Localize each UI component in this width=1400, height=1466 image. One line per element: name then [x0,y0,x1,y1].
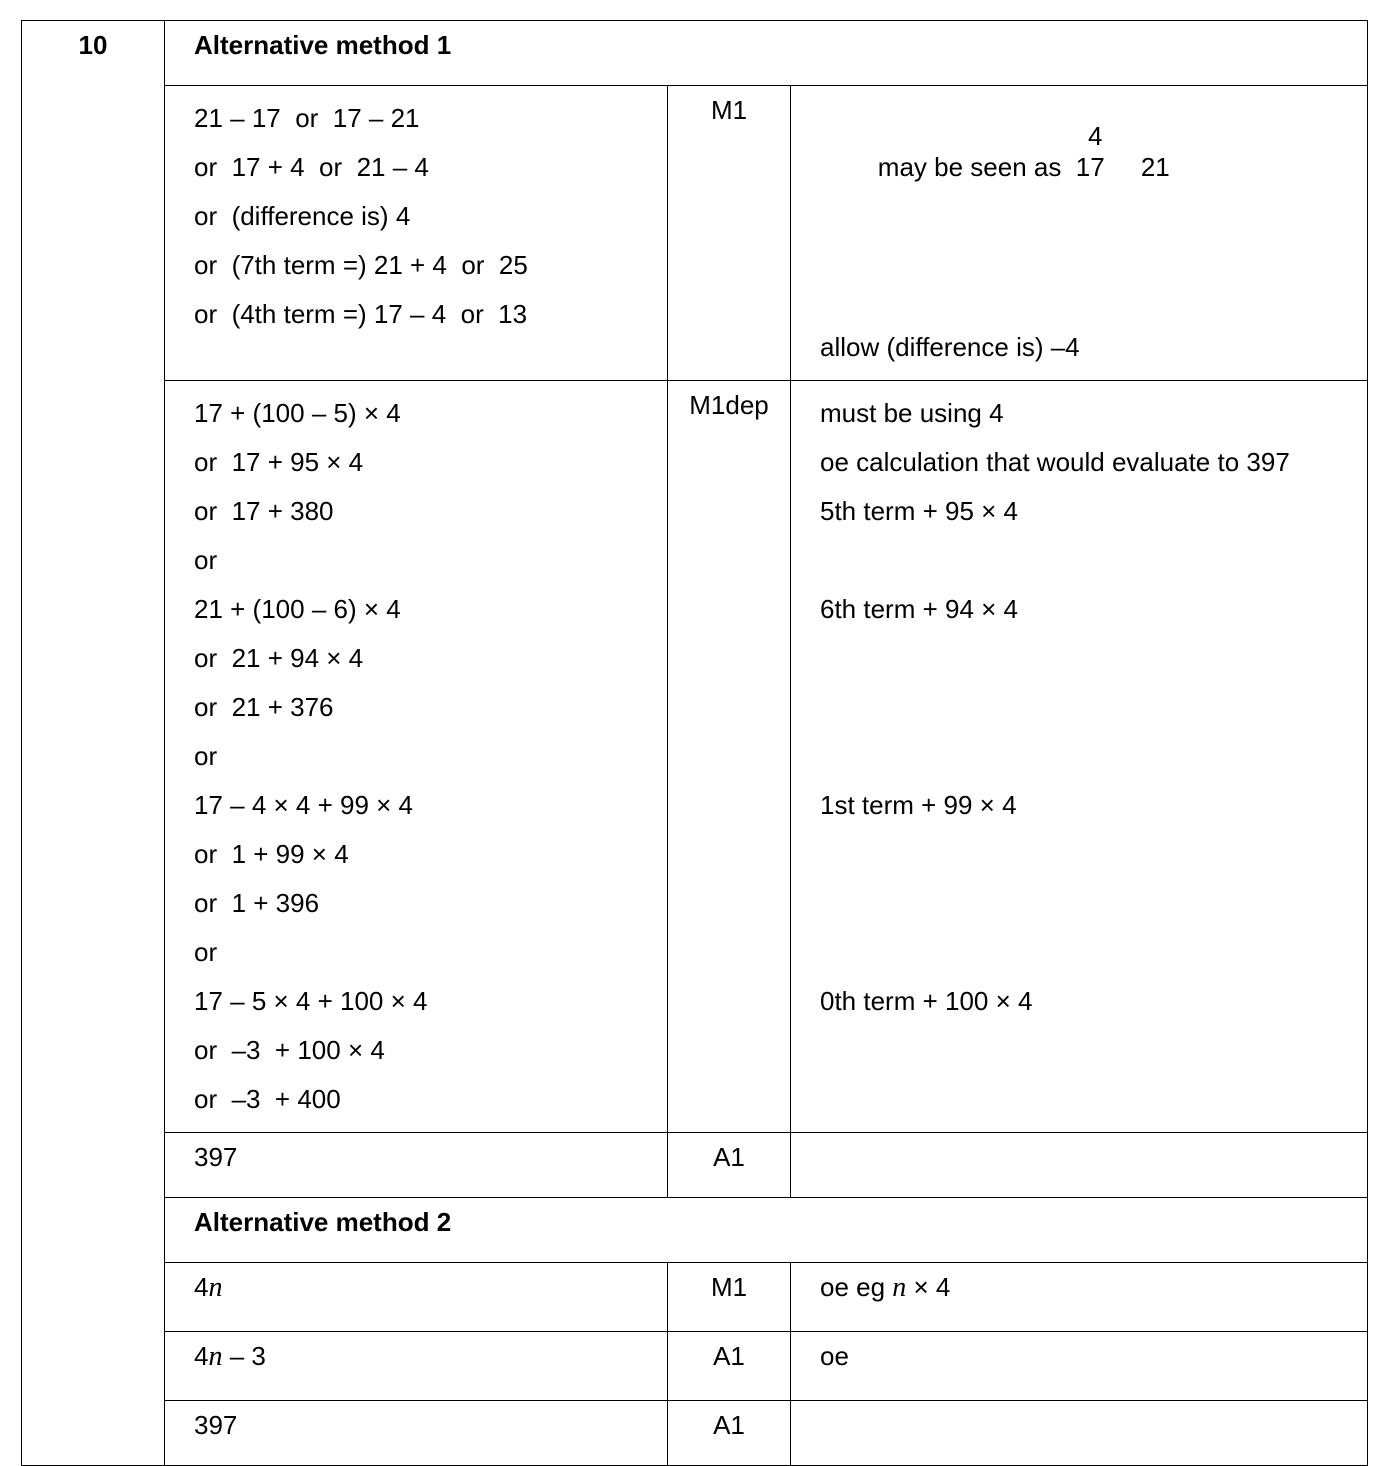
answer-line: or [194,545,218,575]
method2-step1-comment [791,1263,1368,1332]
method1-step1-row [22,86,1368,381]
method2-heading-row [22,1198,1368,1263]
method1-step2-mark: M1dep [668,381,791,1133]
seen-as-text: may be seen as 17 21 [877,152,1170,182]
answer-line: or [194,937,218,967]
answer-line: or 1 + 396 [194,888,320,918]
method1-step3-row [22,1133,1368,1198]
method1-step2-answer [165,381,668,1133]
method1-heading: Alternative method 1 [165,21,1368,86]
coefficient: 4 [194,1341,209,1371]
method2-step1-row [22,1263,1368,1332]
method1-step3-mark: A1 [668,1133,791,1198]
method1-heading-row [22,21,1368,86]
method1-final-answer: 397 [165,1133,668,1198]
question-number: 10 [22,21,165,1466]
comment-spacer [820,830,1367,879]
answer-line: or –3 + 400 [194,1084,341,1114]
answer-line: or 17 + 95 × 4 [194,447,364,477]
answer-line: or (4th term =) 17 – 4 or 13 [194,299,528,329]
variable-n: n [892,1272,907,1303]
comment-line: 1st term + 99 × 4 [820,790,1017,820]
method2-final-answer: 397 [165,1401,668,1466]
comment-line: oe calculation that would evaluate to 397 [820,447,1290,477]
method2-step1-answer [165,1263,668,1332]
method2-step2-row [22,1332,1368,1401]
comment-line: 6th term + 94 × 4 [820,594,1019,624]
answer-line: or [194,741,218,771]
comment-spacer [820,634,1367,683]
answer-line: or 17 + 380 [194,496,334,526]
answer-line: or 1 + 99 × 4 [194,839,349,869]
answer-line: 17 – 5 × 4 + 100 × 4 [194,986,428,1016]
allow-comment: allow (difference is) –4 [820,332,1080,362]
answer-suffix: – 3 [222,1341,266,1371]
comment-line: must be using 4 [820,398,1004,428]
comment-spacer [820,732,1367,781]
method1-step3-comment [791,1133,1368,1198]
comment-spacer [820,879,1367,928]
comment-line: 0th term + 100 × 4 [820,986,1033,1016]
method2-step3-comment [791,1401,1368,1466]
answer-line: or 17 + 4 or 21 – 4 [194,152,429,182]
answer-line: or 21 + 376 [194,692,334,722]
comment-suffix: × 4 [906,1272,951,1302]
method1-step2-row [22,381,1368,1133]
method2-step2-mark: A1 [668,1332,791,1401]
variable-n: n [208,1341,223,1372]
method2-heading: Alternative method 2 [165,1198,1368,1263]
comment-spacer [820,536,1367,585]
coefficient: 4 [194,1272,209,1302]
answer-line: or (difference is) 4 [194,201,411,231]
method2-step1-mark: M1 [668,1263,791,1332]
answer-line: or (7th term =) 21 + 4 or 25 [194,250,528,280]
method1-step1-answer [165,86,668,381]
answer-line: 21 + (100 – 6) × 4 [194,594,401,624]
comment-prefix: oe eg [820,1272,893,1302]
method1-step2-comment [791,381,1368,1133]
method2-step3-row [22,1401,1368,1466]
answer-line: or –3 + 100 × 4 [194,1035,385,1065]
answer-line: or 21 + 94 × 4 [194,643,364,673]
method2-step3-mark: A1 [668,1401,791,1466]
method2-step2-comment: oe [791,1332,1368,1401]
comment-spacer [820,683,1367,732]
comment-line: 5th term + 95 × 4 [820,496,1019,526]
method1-step1-mark: M1 [668,86,791,381]
mark-scheme-table [21,20,1368,1466]
answer-line: 21 – 17 or 17 – 21 [194,103,420,133]
answer-line: 17 – 4 × 4 + 99 × 4 [194,790,414,820]
method1-step1-comment [791,86,1368,381]
answer-line: 17 + (100 – 5) × 4 [194,398,401,428]
variable-n: n [208,1272,223,1303]
seen-as-difference: 4 [1088,121,1103,151]
comment-spacer [820,928,1367,977]
method2-step2-answer [165,1332,668,1401]
